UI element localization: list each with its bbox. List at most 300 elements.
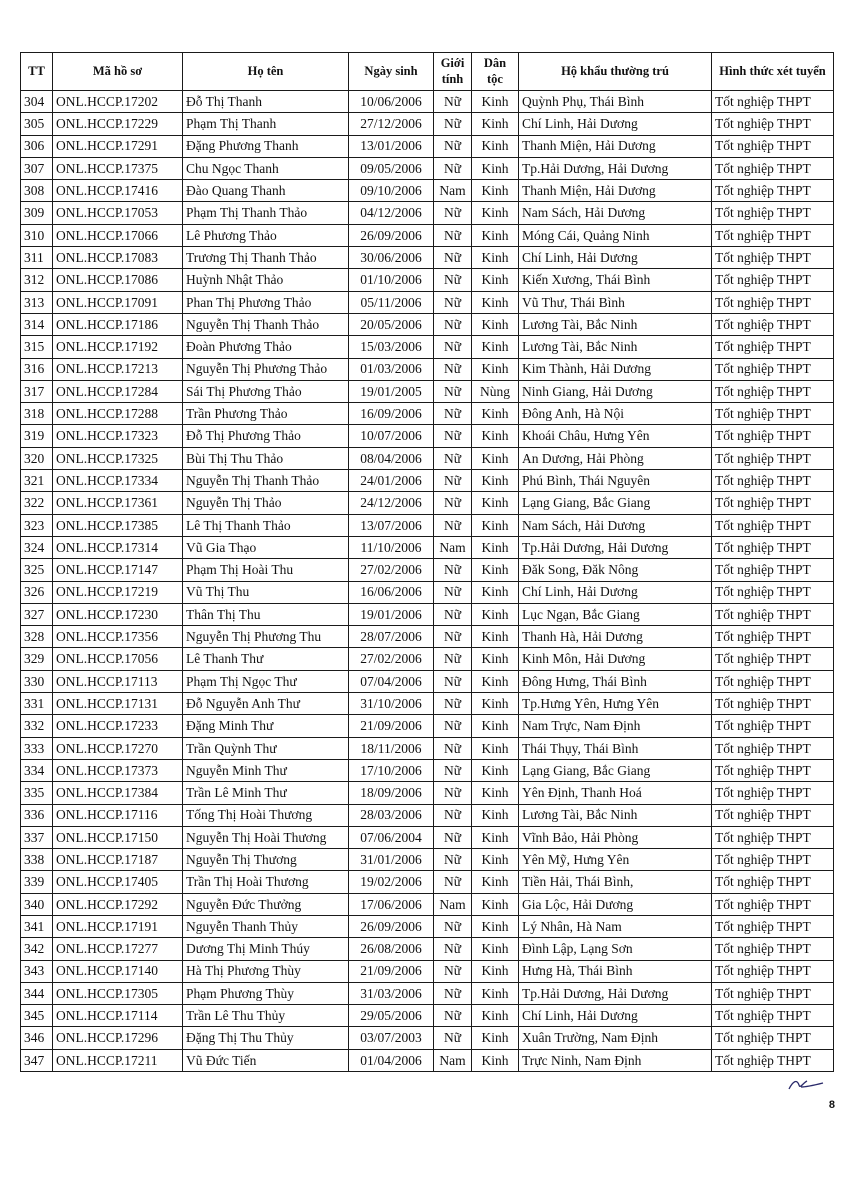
row-ngay-sinh: 19/01/2006 xyxy=(349,603,434,625)
row-hinh-thuc: Tốt nghiệp THPT xyxy=(712,1027,834,1049)
row-hinh-thuc: Tốt nghiệp THPT xyxy=(712,447,834,469)
row-dan-toc: Kinh xyxy=(472,982,519,1004)
row-tt: 346 xyxy=(21,1027,53,1049)
row-gioi-tinh: Nữ xyxy=(434,581,472,603)
row-dan-toc: Kinh xyxy=(472,893,519,915)
row-tt: 337 xyxy=(21,826,53,848)
row-gioi-tinh: Nam xyxy=(434,180,472,202)
row-ho-khau: Chí Linh, Hải Dương xyxy=(519,113,712,135)
row-gioi-tinh: Nam xyxy=(434,1049,472,1071)
row-tt: 311 xyxy=(21,247,53,269)
row-ho-khau: Kiến Xương, Thái Bình xyxy=(519,269,712,291)
row-ma-ho-so: ONL.HCCP.17131 xyxy=(53,693,183,715)
row-gioi-tinh: Nữ xyxy=(434,224,472,246)
row-ho-ten: Vũ Gia Thạo xyxy=(183,536,349,558)
table-row xyxy=(21,180,834,202)
row-ho-ten: Huỳnh Nhật Thảo xyxy=(183,269,349,291)
row-gioi-tinh: Nữ xyxy=(434,380,472,402)
row-dan-toc: Kinh xyxy=(472,536,519,558)
table-row xyxy=(21,849,834,871)
row-hinh-thuc: Tốt nghiệp THPT xyxy=(712,826,834,848)
row-ma-ho-so: ONL.HCCP.17296 xyxy=(53,1027,183,1049)
row-dan-toc: Kinh xyxy=(472,470,519,492)
row-ho-khau: Yên Mỹ, Hưng Yên xyxy=(519,849,712,871)
row-ma-ho-so: ONL.HCCP.17373 xyxy=(53,759,183,781)
row-tt: 325 xyxy=(21,559,53,581)
row-tt: 308 xyxy=(21,180,53,202)
row-ho-khau: Đình Lập, Lạng Sơn xyxy=(519,938,712,960)
row-ngay-sinh: 30/06/2006 xyxy=(349,247,434,269)
row-tt: 317 xyxy=(21,380,53,402)
row-gioi-tinh: Nữ xyxy=(434,358,472,380)
row-gioi-tinh: Nữ xyxy=(434,91,472,113)
row-gioi-tinh: Nữ xyxy=(434,425,472,447)
row-hinh-thuc: Tốt nghiệp THPT xyxy=(712,291,834,313)
table-row xyxy=(21,470,834,492)
row-gioi-tinh: Nữ xyxy=(434,291,472,313)
row-dan-toc: Kinh xyxy=(472,358,519,380)
row-ho-ten: Lê Thị Thanh Thảo xyxy=(183,514,349,536)
header-hinh-thuc: Hình thức xét tuyển xyxy=(712,53,834,91)
row-hinh-thuc: Tốt nghiệp THPT xyxy=(712,113,834,135)
row-hinh-thuc: Tốt nghiệp THPT xyxy=(712,893,834,915)
row-ho-ten: Trần Phương Thảo xyxy=(183,403,349,425)
row-ngay-sinh: 09/10/2006 xyxy=(349,180,434,202)
row-ho-khau: Lương Tài, Bắc Ninh xyxy=(519,313,712,335)
row-tt: 313 xyxy=(21,291,53,313)
row-hinh-thuc: Tốt nghiệp THPT xyxy=(712,536,834,558)
row-dan-toc: Kinh xyxy=(472,648,519,670)
row-hinh-thuc: Tốt nghiệp THPT xyxy=(712,358,834,380)
row-gioi-tinh: Nữ xyxy=(434,470,472,492)
row-hinh-thuc: Tốt nghiệp THPT xyxy=(712,804,834,826)
row-ho-khau: Chí Linh, Hải Dương xyxy=(519,1005,712,1027)
row-ho-ten: Nguyễn Minh Thư xyxy=(183,759,349,781)
row-ho-khau: Phú Bình, Thái Nguyên xyxy=(519,470,712,492)
row-hinh-thuc: Tốt nghiệp THPT xyxy=(712,514,834,536)
row-hinh-thuc: Tốt nghiệp THPT xyxy=(712,737,834,759)
row-ho-ten: Nguyễn Thanh Thủy xyxy=(183,915,349,937)
row-tt: 322 xyxy=(21,492,53,514)
row-ngay-sinh: 05/11/2006 xyxy=(349,291,434,313)
row-ngay-sinh: 27/12/2006 xyxy=(349,113,434,135)
row-ho-khau: Chí Linh, Hải Dương xyxy=(519,581,712,603)
header-ngay-sinh: Ngày sinh xyxy=(349,53,434,91)
row-ma-ho-so: ONL.HCCP.17066 xyxy=(53,224,183,246)
row-tt: 333 xyxy=(21,737,53,759)
table-row xyxy=(21,1049,834,1071)
row-dan-toc: Kinh xyxy=(472,224,519,246)
row-hinh-thuc: Tốt nghiệp THPT xyxy=(712,603,834,625)
row-ma-ho-so: ONL.HCCP.17334 xyxy=(53,470,183,492)
row-ho-khau: Yên Định, Thanh Hoá xyxy=(519,782,712,804)
row-ngay-sinh: 28/07/2006 xyxy=(349,626,434,648)
row-ngay-sinh: 15/03/2006 xyxy=(349,336,434,358)
row-tt: 316 xyxy=(21,358,53,380)
row-ho-khau: Kinh Môn, Hải Dương xyxy=(519,648,712,670)
row-dan-toc: Kinh xyxy=(472,1049,519,1071)
table-row xyxy=(21,1027,834,1049)
row-ngay-sinh: 26/09/2006 xyxy=(349,224,434,246)
row-tt: 336 xyxy=(21,804,53,826)
row-ma-ho-so: ONL.HCCP.17202 xyxy=(53,91,183,113)
table-row xyxy=(21,893,834,915)
row-ho-ten: Nguyễn Thị Phương Thu xyxy=(183,626,349,648)
row-gioi-tinh: Nữ xyxy=(434,938,472,960)
row-gioi-tinh: Nam xyxy=(434,893,472,915)
row-dan-toc: Kinh xyxy=(472,403,519,425)
row-ho-khau: Tiền Hải, Thái Bình, xyxy=(519,871,712,893)
row-dan-toc: Kinh xyxy=(472,1027,519,1049)
row-gioi-tinh: Nữ xyxy=(434,915,472,937)
table-row xyxy=(21,514,834,536)
row-dan-toc: Kinh xyxy=(472,782,519,804)
row-hinh-thuc: Tốt nghiệp THPT xyxy=(712,403,834,425)
table-row xyxy=(21,91,834,113)
row-ho-ten: Phạm Phương Thùy xyxy=(183,982,349,1004)
row-ho-khau: Tp.Hưng Yên, Hưng Yên xyxy=(519,693,712,715)
row-ho-khau: Nam Sách, Hải Dương xyxy=(519,514,712,536)
table-row xyxy=(21,826,834,848)
row-ma-ho-so: ONL.HCCP.17361 xyxy=(53,492,183,514)
row-hinh-thuc: Tốt nghiệp THPT xyxy=(712,849,834,871)
row-gioi-tinh: Nam xyxy=(434,536,472,558)
row-ma-ho-so: ONL.HCCP.17323 xyxy=(53,425,183,447)
row-tt: 306 xyxy=(21,135,53,157)
row-ho-khau: Lạng Giang, Bắc Giang xyxy=(519,492,712,514)
page-number: 8 xyxy=(828,1099,835,1111)
row-hinh-thuc: Tốt nghiệp THPT xyxy=(712,782,834,804)
row-ma-ho-so: ONL.HCCP.17416 xyxy=(53,180,183,202)
row-dan-toc: Nùng xyxy=(472,380,519,402)
row-ho-khau: Nam Trực, Nam Định xyxy=(519,715,712,737)
row-ho-khau: Gia Lộc, Hải Dương xyxy=(519,893,712,915)
row-hinh-thuc: Tốt nghiệp THPT xyxy=(712,982,834,1004)
row-hinh-thuc: Tốt nghiệp THPT xyxy=(712,693,834,715)
row-ho-ten: Phạm Thị Ngọc Thư xyxy=(183,670,349,692)
row-ngay-sinh: 07/04/2006 xyxy=(349,670,434,692)
row-ho-khau: Quỳnh Phụ, Thái Bình xyxy=(519,91,712,113)
row-gioi-tinh: Nữ xyxy=(434,113,472,135)
row-ma-ho-so: ONL.HCCP.17211 xyxy=(53,1049,183,1071)
row-ho-ten: Chu Ngọc Thanh xyxy=(183,157,349,179)
row-ma-ho-so: ONL.HCCP.17277 xyxy=(53,938,183,960)
row-ho-khau: Tp.Hải Dương, Hải Dương xyxy=(519,157,712,179)
row-ngay-sinh: 26/08/2006 xyxy=(349,938,434,960)
table-row xyxy=(21,670,834,692)
row-ma-ho-so: ONL.HCCP.17284 xyxy=(53,380,183,402)
row-dan-toc: Kinh xyxy=(472,514,519,536)
table-row xyxy=(21,759,834,781)
row-hinh-thuc: Tốt nghiệp THPT xyxy=(712,269,834,291)
table-header-row xyxy=(21,53,834,91)
row-dan-toc: Kinh xyxy=(472,202,519,224)
table-row xyxy=(21,715,834,737)
row-tt: 304 xyxy=(21,91,53,113)
row-dan-toc: Kinh xyxy=(472,269,519,291)
row-tt: 314 xyxy=(21,313,53,335)
row-ma-ho-so: ONL.HCCP.17053 xyxy=(53,202,183,224)
row-ho-khau: Đông Anh, Hà Nội xyxy=(519,403,712,425)
row-gioi-tinh: Nữ xyxy=(434,559,472,581)
row-ho-khau: Thanh Hà, Hải Dương xyxy=(519,626,712,648)
row-hinh-thuc: Tốt nghiệp THPT xyxy=(712,247,834,269)
table-row xyxy=(21,536,834,558)
row-ho-ten: Đỗ Nguyễn Anh Thư xyxy=(183,693,349,715)
table-row xyxy=(21,982,834,1004)
table-row xyxy=(21,291,834,313)
row-dan-toc: Kinh xyxy=(472,670,519,692)
row-hinh-thuc: Tốt nghiệp THPT xyxy=(712,670,834,692)
row-ma-ho-so: ONL.HCCP.17229 xyxy=(53,113,183,135)
row-hinh-thuc: Tốt nghiệp THPT xyxy=(712,425,834,447)
row-ngay-sinh: 27/02/2006 xyxy=(349,559,434,581)
row-tt: 343 xyxy=(21,960,53,982)
row-ho-ten: Thân Thị Thu xyxy=(183,603,349,625)
row-gioi-tinh: Nữ xyxy=(434,336,472,358)
signature-mark xyxy=(785,1075,825,1095)
row-ma-ho-so: ONL.HCCP.17314 xyxy=(53,536,183,558)
row-ho-khau: Trực Ninh, Nam Định xyxy=(519,1049,712,1071)
row-tt: 318 xyxy=(21,403,53,425)
row-hinh-thuc: Tốt nghiệp THPT xyxy=(712,224,834,246)
table-row xyxy=(21,113,834,135)
row-ngay-sinh: 28/03/2006 xyxy=(349,804,434,826)
row-ho-ten: Trần Quỳnh Thư xyxy=(183,737,349,759)
row-ngay-sinh: 20/05/2006 xyxy=(349,313,434,335)
row-ho-khau: Ninh Giang, Hải Dương xyxy=(519,380,712,402)
row-dan-toc: Kinh xyxy=(472,157,519,179)
row-hinh-thuc: Tốt nghiệp THPT xyxy=(712,91,834,113)
table-row xyxy=(21,581,834,603)
row-ho-ten: Trần Lê Thu Thủy xyxy=(183,1005,349,1027)
row-hinh-thuc: Tốt nghiệp THPT xyxy=(712,1049,834,1071)
row-ma-ho-so: ONL.HCCP.17147 xyxy=(53,559,183,581)
row-tt: 319 xyxy=(21,425,53,447)
row-ho-ten: Phạm Thị Thanh xyxy=(183,113,349,135)
row-ho-khau: Lý Nhân, Hà Nam xyxy=(519,915,712,937)
row-tt: 334 xyxy=(21,759,53,781)
row-ngay-sinh: 08/04/2006 xyxy=(349,447,434,469)
row-ma-ho-so: ONL.HCCP.17385 xyxy=(53,514,183,536)
row-dan-toc: Kinh xyxy=(472,291,519,313)
table-row xyxy=(21,737,834,759)
admission-table xyxy=(20,52,834,1072)
row-ma-ho-so: ONL.HCCP.17114 xyxy=(53,1005,183,1027)
row-dan-toc: Kinh xyxy=(472,715,519,737)
row-tt: 309 xyxy=(21,202,53,224)
row-tt: 345 xyxy=(21,1005,53,1027)
row-hinh-thuc: Tốt nghiệp THPT xyxy=(712,581,834,603)
row-ngay-sinh: 10/07/2006 xyxy=(349,425,434,447)
row-ngay-sinh: 24/12/2006 xyxy=(349,492,434,514)
row-ho-ten: Nguyễn Thị Thanh Thảo xyxy=(183,313,349,335)
header-gioi-tinh: Giới tính xyxy=(434,53,472,91)
row-ho-khau: Thanh Miện, Hải Dương xyxy=(519,135,712,157)
table-row xyxy=(21,425,834,447)
row-gioi-tinh: Nữ xyxy=(434,849,472,871)
row-ma-ho-so: ONL.HCCP.17384 xyxy=(53,782,183,804)
row-tt: 321 xyxy=(21,470,53,492)
row-dan-toc: Kinh xyxy=(472,871,519,893)
table-row xyxy=(21,358,834,380)
row-ho-khau: Lương Tài, Bắc Ninh xyxy=(519,336,712,358)
header-ma-ho-so: Mã hồ sơ xyxy=(53,53,183,91)
row-tt: 340 xyxy=(21,893,53,915)
row-tt: 327 xyxy=(21,603,53,625)
row-ngay-sinh: 29/05/2006 xyxy=(349,1005,434,1027)
row-gioi-tinh: Nữ xyxy=(434,826,472,848)
row-ho-khau: Lạng Giang, Bắc Giang xyxy=(519,759,712,781)
row-ho-khau: Thanh Miện, Hải Dương xyxy=(519,180,712,202)
row-ma-ho-so: ONL.HCCP.17191 xyxy=(53,915,183,937)
admission-list-sheet xyxy=(20,52,833,1072)
row-dan-toc: Kinh xyxy=(472,113,519,135)
table-row xyxy=(21,403,834,425)
row-dan-toc: Kinh xyxy=(472,737,519,759)
table-row xyxy=(21,492,834,514)
row-ho-ten: Vũ Thị Thu xyxy=(183,581,349,603)
row-ngay-sinh: 31/03/2006 xyxy=(349,982,434,1004)
row-tt: 342 xyxy=(21,938,53,960)
row-tt: 341 xyxy=(21,915,53,937)
table-row xyxy=(21,313,834,335)
row-ho-ten: Hà Thị Phương Thùy xyxy=(183,960,349,982)
row-tt: 310 xyxy=(21,224,53,246)
row-hinh-thuc: Tốt nghiệp THPT xyxy=(712,313,834,335)
row-dan-toc: Kinh xyxy=(472,336,519,358)
row-hinh-thuc: Tốt nghiệp THPT xyxy=(712,915,834,937)
row-hinh-thuc: Tốt nghiệp THPT xyxy=(712,759,834,781)
row-hinh-thuc: Tốt nghiệp THPT xyxy=(712,180,834,202)
row-gioi-tinh: Nữ xyxy=(434,492,472,514)
row-gioi-tinh: Nữ xyxy=(434,871,472,893)
row-ma-ho-so: ONL.HCCP.17305 xyxy=(53,982,183,1004)
row-ngay-sinh: 17/06/2006 xyxy=(349,893,434,915)
row-ho-khau: Vũ Thư, Thái Bình xyxy=(519,291,712,313)
row-ho-ten: Nguyễn Thị Hoài Thương xyxy=(183,826,349,848)
table-row xyxy=(21,938,834,960)
header-dan-toc: Dân tộc xyxy=(472,53,519,91)
row-gioi-tinh: Nữ xyxy=(434,135,472,157)
row-hinh-thuc: Tốt nghiệp THPT xyxy=(712,715,834,737)
table-row xyxy=(21,1005,834,1027)
row-gioi-tinh: Nữ xyxy=(434,1005,472,1027)
row-ho-ten: Trần Lê Minh Thư xyxy=(183,782,349,804)
row-ho-khau: Lương Tài, Bắc Ninh xyxy=(519,804,712,826)
table-row xyxy=(21,603,834,625)
row-ho-ten: Trương Thị Thanh Thảo xyxy=(183,247,349,269)
table-row xyxy=(21,626,834,648)
row-ho-ten: Nguyễn Đức Thưởng xyxy=(183,893,349,915)
row-tt: 332 xyxy=(21,715,53,737)
row-dan-toc: Kinh xyxy=(472,581,519,603)
row-ho-ten: Đỗ Thị Phương Thảo xyxy=(183,425,349,447)
table-row xyxy=(21,915,834,937)
row-ma-ho-so: ONL.HCCP.17140 xyxy=(53,960,183,982)
row-ho-ten: Nguyễn Thị Thương xyxy=(183,849,349,871)
row-ngay-sinh: 09/05/2006 xyxy=(349,157,434,179)
row-ngay-sinh: 10/06/2006 xyxy=(349,91,434,113)
row-ngay-sinh: 19/02/2006 xyxy=(349,871,434,893)
row-gioi-tinh: Nữ xyxy=(434,715,472,737)
row-hinh-thuc: Tốt nghiệp THPT xyxy=(712,938,834,960)
row-ma-ho-so: ONL.HCCP.17150 xyxy=(53,826,183,848)
row-dan-toc: Kinh xyxy=(472,1005,519,1027)
row-ma-ho-so: ONL.HCCP.17083 xyxy=(53,247,183,269)
table-row xyxy=(21,871,834,893)
row-ho-ten: Tống Thị Hoài Thương xyxy=(183,804,349,826)
row-tt: 347 xyxy=(21,1049,53,1071)
row-ma-ho-so: ONL.HCCP.17230 xyxy=(53,603,183,625)
row-ho-khau: Hưng Hà, Thái Bình xyxy=(519,960,712,982)
row-tt: 339 xyxy=(21,871,53,893)
row-hinh-thuc: Tốt nghiệp THPT xyxy=(712,157,834,179)
row-gioi-tinh: Nữ xyxy=(434,447,472,469)
row-ngay-sinh: 24/01/2006 xyxy=(349,470,434,492)
row-ngay-sinh: 18/09/2006 xyxy=(349,782,434,804)
row-dan-toc: Kinh xyxy=(472,626,519,648)
row-ho-ten: Lê Thanh Thư xyxy=(183,648,349,670)
row-ho-khau: Vĩnh Bảo, Hải Phòng xyxy=(519,826,712,848)
row-ho-khau: Móng Cái, Quảng Ninh xyxy=(519,224,712,246)
row-ho-khau: Đông Hưng, Thái Bình xyxy=(519,670,712,692)
row-ho-ten: Nguyễn Thị Thảo xyxy=(183,492,349,514)
table-row xyxy=(21,804,834,826)
row-dan-toc: Kinh xyxy=(472,938,519,960)
row-hinh-thuc: Tốt nghiệp THPT xyxy=(712,626,834,648)
table-row xyxy=(21,559,834,581)
header-tt: TT xyxy=(21,53,53,91)
row-ma-ho-so: ONL.HCCP.17292 xyxy=(53,893,183,915)
row-tt: 305 xyxy=(21,113,53,135)
row-gioi-tinh: Nữ xyxy=(434,804,472,826)
row-ngay-sinh: 11/10/2006 xyxy=(349,536,434,558)
row-gioi-tinh: Nữ xyxy=(434,693,472,715)
row-ma-ho-so: ONL.HCCP.17325 xyxy=(53,447,183,469)
row-gioi-tinh: Nữ xyxy=(434,514,472,536)
row-hinh-thuc: Tốt nghiệp THPT xyxy=(712,648,834,670)
row-hinh-thuc: Tốt nghiệp THPT xyxy=(712,492,834,514)
row-gioi-tinh: Nữ xyxy=(434,670,472,692)
row-ma-ho-so: ONL.HCCP.17187 xyxy=(53,849,183,871)
row-hinh-thuc: Tốt nghiệp THPT xyxy=(712,871,834,893)
row-hinh-thuc: Tốt nghiệp THPT xyxy=(712,559,834,581)
row-ho-khau: Chí Linh, Hải Dương xyxy=(519,247,712,269)
row-ma-ho-so: ONL.HCCP.17356 xyxy=(53,626,183,648)
row-ngay-sinh: 26/09/2006 xyxy=(349,915,434,937)
row-ho-ten: Trần Thị Hoài Thương xyxy=(183,871,349,893)
row-tt: 312 xyxy=(21,269,53,291)
row-ngay-sinh: 16/06/2006 xyxy=(349,581,434,603)
row-ho-khau: Lục Ngạn, Bắc Giang xyxy=(519,603,712,625)
row-ngay-sinh: 17/10/2006 xyxy=(349,759,434,781)
table-row xyxy=(21,447,834,469)
row-ho-ten: Phạm Thị Hoài Thu xyxy=(183,559,349,581)
row-tt: 331 xyxy=(21,693,53,715)
row-ngay-sinh: 13/01/2006 xyxy=(349,135,434,157)
row-ngay-sinh: 16/09/2006 xyxy=(349,403,434,425)
row-ngay-sinh: 07/06/2004 xyxy=(349,826,434,848)
row-dan-toc: Kinh xyxy=(472,135,519,157)
row-gioi-tinh: Nữ xyxy=(434,737,472,759)
row-ngay-sinh: 13/07/2006 xyxy=(349,514,434,536)
table-row xyxy=(21,782,834,804)
table-row xyxy=(21,693,834,715)
row-ho-ten: Dương Thị Minh Thúy xyxy=(183,938,349,960)
table-row xyxy=(21,135,834,157)
row-ma-ho-so: ONL.HCCP.17186 xyxy=(53,313,183,335)
